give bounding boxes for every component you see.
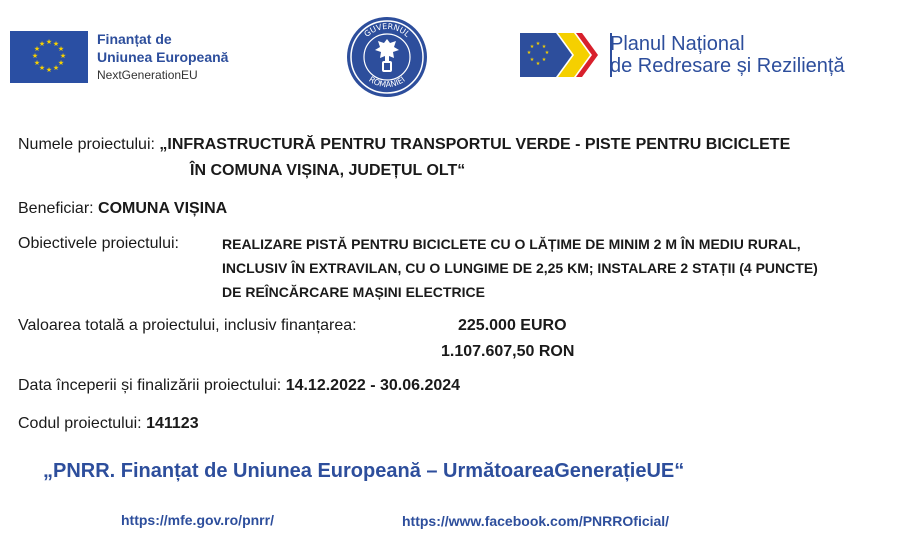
svg-text:★: ★ bbox=[529, 44, 535, 50]
facebook-link[interactable]: https://www.facebook.com/PNRROficial/ bbox=[402, 513, 670, 529]
svg-text:★: ★ bbox=[535, 61, 541, 67]
svg-text:★: ★ bbox=[535, 41, 541, 47]
svg-text:★: ★ bbox=[526, 50, 532, 56]
value-label: Valoarea totală a proiectului, inclusiv finanțarea: bbox=[18, 317, 357, 334]
pnrr-line1: Planul Național bbox=[610, 33, 745, 55]
pnrr-title bbox=[610, 33, 845, 77]
project-name-line2-row bbox=[190, 159, 465, 183]
svg-text:★: ★ bbox=[541, 57, 547, 63]
objectives-line3: DE REÎNCĂRCARE MAȘINI ELECTRICE bbox=[222, 284, 485, 300]
beneficiary-label: Beneficiar: bbox=[18, 200, 94, 217]
svg-text:★: ★ bbox=[45, 66, 53, 74]
svg-text:★: ★ bbox=[57, 59, 65, 67]
slogan: „PNRR. Finanțat de Uniunea Europeană – UrmătoareaGenerațieUE“ bbox=[43, 460, 685, 482]
svg-text:★: ★ bbox=[57, 45, 65, 53]
eu-line2: Uniunea Europeană bbox=[97, 49, 229, 65]
beneficiary-row bbox=[18, 197, 227, 221]
svg-text:★: ★ bbox=[529, 57, 535, 63]
svg-text:★: ★ bbox=[52, 40, 60, 48]
svg-text:★: ★ bbox=[38, 64, 46, 72]
eu-line3: NextGenerationEU bbox=[97, 68, 198, 82]
objectives-line1: REALIZARE PISTĂ PENTRU BICICLETE CU O LĂȚIME DE MINIM 2 M ÎN MEDIU RURAL, bbox=[222, 236, 801, 252]
svg-text:★: ★ bbox=[31, 52, 39, 60]
objectives-line2: INCLUSIV ÎN EXTRAVILAN, CU O LUNGIME DE 2,25 KM; INSTALARE 2 STAȚII (4 PUNCTE) bbox=[222, 260, 818, 276]
svg-text:★: ★ bbox=[38, 40, 46, 48]
code-row bbox=[18, 412, 199, 436]
project-name-line1: „INFRASTRUCTURĂ PENTRU TRANSPORTUL VERDE - PISTE PENTRU BICICLETE bbox=[159, 136, 791, 153]
pnrr-flag-icon bbox=[520, 33, 600, 77]
beneficiary-value: COMUNA VIȘINA bbox=[98, 200, 228, 217]
value-ron: 1.107.607,50 RON bbox=[441, 343, 575, 360]
objectives-label: Obiectivele proiectului: bbox=[18, 235, 179, 252]
gov-top-text: GUVERNUL bbox=[362, 21, 412, 39]
code-value: 141123 bbox=[146, 415, 199, 432]
eu-flag-icon bbox=[10, 31, 88, 83]
eu-line1: Finanțat de bbox=[97, 31, 172, 47]
svg-text:★: ★ bbox=[544, 50, 550, 56]
pnrr-line2: de Redresare și Reziliență bbox=[610, 55, 845, 77]
project-name-label: Numele proiectului: bbox=[18, 136, 155, 153]
svg-text:★: ★ bbox=[59, 52, 67, 60]
svg-text:★: ★ bbox=[45, 38, 53, 46]
eu-funding-label bbox=[97, 30, 228, 84]
value-eur: 225.000 EURO bbox=[458, 317, 567, 334]
government-seal-icon bbox=[345, 15, 429, 99]
project-name-line2: ÎN COMUNA VIȘINA, JUDEȚUL OLT“ bbox=[190, 162, 466, 179]
svg-text:★: ★ bbox=[541, 44, 547, 50]
dates-value: 14.12.2022 - 30.06.2024 bbox=[285, 377, 461, 394]
gov-bottom-text: ROMÂNIEI bbox=[367, 74, 407, 90]
svg-text:★: ★ bbox=[52, 64, 60, 72]
mfe-link[interactable]: https://mfe.gov.ro/pnrr/ bbox=[121, 512, 274, 528]
code-label: Codul proiectului: bbox=[18, 415, 142, 432]
svg-text:★: ★ bbox=[33, 59, 41, 67]
project-name-row bbox=[18, 133, 790, 157]
svg-text:★: ★ bbox=[33, 45, 41, 53]
dates-label: Data începerii și finalizării proiectului: bbox=[18, 377, 282, 394]
dates-row bbox=[18, 374, 460, 398]
